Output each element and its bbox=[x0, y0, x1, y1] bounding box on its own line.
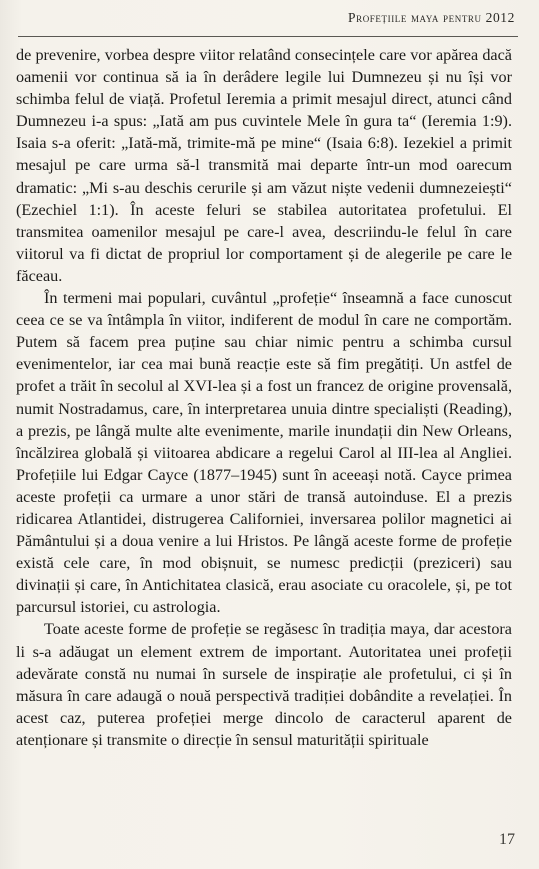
header-rule bbox=[18, 36, 518, 37]
paragraph-3: Toate aceste forme de profeție se regăsesc în tradiția maya, dar acestora li s-a adăugat un element extrem de important. Autoritatea unei profeții adevărate constă nu numai în sursele de inspirație ale profetului, ci și în măsura în care adaugă o nouă perspectivă tradiției dobândite a revelației. În acest caz, puterea profeției merge dincolo de caracterul aparent de atenționare și transmite o direcție în sensul maturității spirituale bbox=[16, 620, 512, 749]
paragraph-2: În termeni mai populari, cuvântul „profeție“ înseamnă a face cunoscut ceea ce se va întâmpla în viitor, indiferent de modul în care ne comportăm. Putem să facem prea puține sau chiar nimic pentru a schimba cursul evenimentelor, iar cea mai bună reacție este să fim pregătiți. Un astfel de profet a trăit în secolul al XVI-lea și a fost un francez de origine provensală, numit Nostradamus, care, în interpretarea unuia dintre specialiști (Reading), a prezis, pe lângă multe alte evenimente, marile inundații din New Orleans, încălzirea globală și viitoarea abdicare a regelui Carol al III-lea al Angliei. Profețiile lui Edgar Cayce (1877–1945) sunt în aceeași notă. Cayce primea aceste profeții ca urmare a unor stări de transă autoinduse. El a prezis ridicarea Atlantidei, distrugerea Californiei, inversarea polilor magnetici ai Pământului și a doua venire a lui Hristos. Pe lângă aceste forme de profeție există cele care, în mod obișnuit, se numesc predicții (preziceri) sau divinații și care, în Antichitatea clasică, erau asociate cu oracolele, și, pe tot parcursul istoriei, cu astrologia. bbox=[16, 289, 512, 617]
running-head: Profețiile maya pentru 2012 bbox=[347, 10, 515, 25]
page-number: 17 bbox=[499, 831, 515, 848]
paragraph-1: de prevenire, vorbea despre viitor relatând consecințele care vor apărea dacă oamenii vor continua să ia în derâdere legile lui Dumnezeu și nu își vor schimba felul de viață. Profetul Ieremia a primit mesajul direct, atunci când Dumnezeu i-a spus: „Iată am pus cuvintele Mele în gura ta“ (Ieremia 1:9). Isaia s-a oferit: „Iată-mă, trimite-mă pe mine“ (Isaia 6:8). Iezekiel a primit mesajul pe care urma să-l transmită mai departe într-un mod oarecum dramatic: „Mi s-au deschis cerurile și am văzut niște vedenii dumnezeiești“ (Ezechiel 1:1). În aceste feluri se stabilea autoritatea profetului. El transmitea oamenilor mesajul pe care-l avea, descriindu-le felul în care viitorul va fi dictat de propriul lor comportament și de alegerile pe care le făceau. bbox=[16, 46, 512, 285]
body-text bbox=[16, 44, 512, 751]
